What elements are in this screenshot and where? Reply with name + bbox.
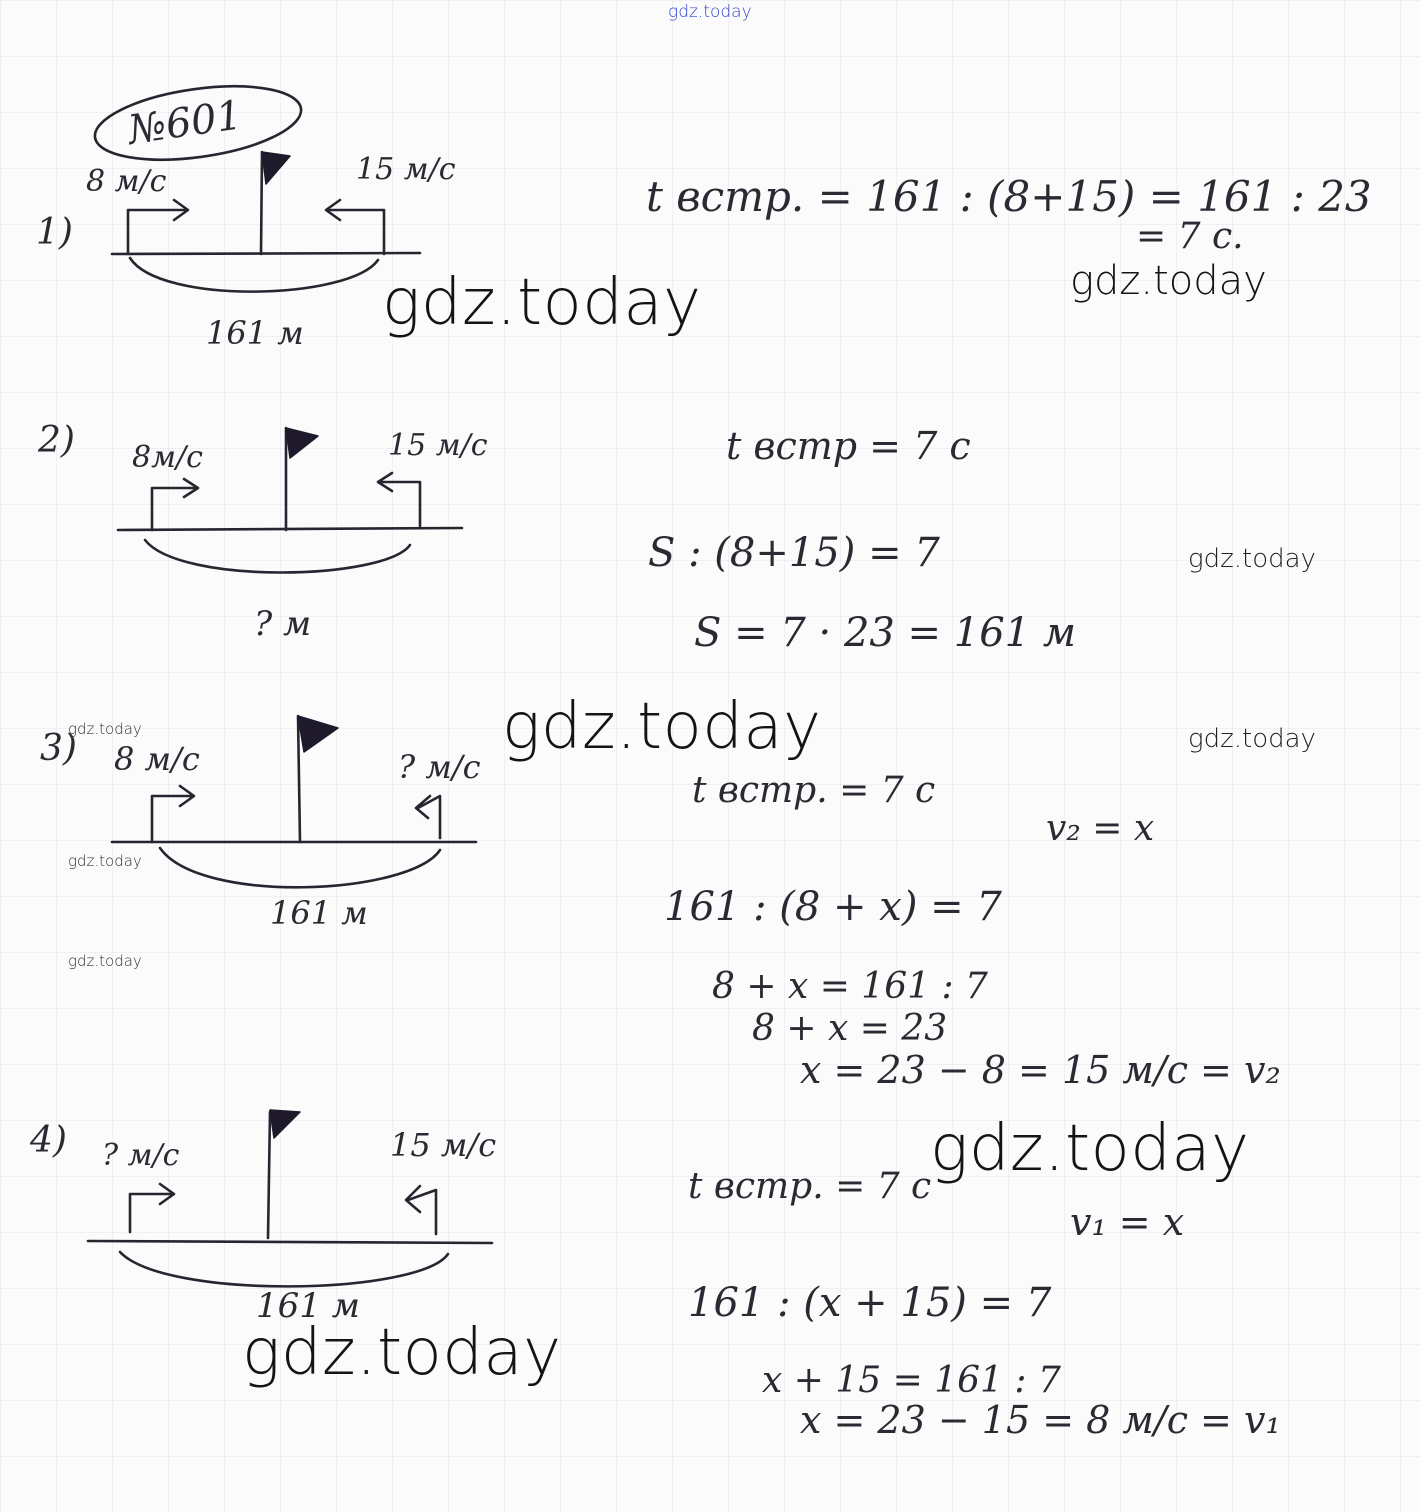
watermark: gdz.today xyxy=(68,720,142,738)
part-3-speed-right: ? м/с xyxy=(398,748,481,786)
part-4-solution-line-5: x = 23 − 15 = 8 м/с = v₁ xyxy=(800,1398,1281,1442)
watermark: gdz.today xyxy=(1188,724,1316,754)
part-4-speed-right: 15 м/с xyxy=(390,1126,497,1164)
part-3-solution-line-2: v₂ = x xyxy=(1046,808,1155,849)
part-3-solution-line-5: 8 + x = 23 xyxy=(752,1008,948,1049)
part-1-solution-line-1: t встр. = 161 : (8+15) = 161 : 23 xyxy=(646,172,1372,221)
part-1-label: 1) xyxy=(36,212,73,253)
part-3-distance: 161 м xyxy=(270,894,368,932)
watermark: gdz.today xyxy=(382,266,702,340)
problem-number: №601 xyxy=(125,92,245,154)
part-4-label: 4) xyxy=(30,1120,67,1161)
part-4-speed-left: ? м/с xyxy=(102,1138,180,1173)
part-2-solution-line-1: t встр = 7 с xyxy=(726,424,971,468)
part-4-solution-line-3: 161 : (x + 15) = 7 xyxy=(688,1280,1052,1326)
part-3-solution-line-4: 8 + x = 161 : 7 xyxy=(712,966,988,1007)
site-watermark-top[interactable]: gdz.today xyxy=(668,2,752,22)
part-3-solution-line-1: t встр. = 7 с xyxy=(692,770,936,811)
part-1-distance: 161 м xyxy=(206,314,304,352)
part-1-solution-line-2: = 7 с. xyxy=(1136,216,1244,257)
part-3-solution-line-3: 161 : (8 + x) = 7 xyxy=(664,884,1002,930)
watermark: gdz.today xyxy=(68,852,142,870)
part-4-distance: 161 м xyxy=(256,1286,360,1326)
watermark: gdz.today xyxy=(1188,544,1316,574)
part-1-speed-left: 8 м/с xyxy=(86,164,167,199)
part-2-speed-left: 8м/с xyxy=(132,440,203,475)
part-2-solution-line-3: S = 7 · 23 = 161 м xyxy=(694,610,1077,656)
watermark: gdz.today xyxy=(1070,258,1267,304)
part-4-solution-line-4: x + 15 = 161 : 7 xyxy=(762,1360,1061,1401)
part-4-solution-line-2: v₁ = x xyxy=(1070,1200,1185,1244)
watermark: gdz.today xyxy=(930,1112,1250,1186)
part-2-solution-line-2: S : (8+15) = 7 xyxy=(648,530,940,576)
watermark: gdz.today xyxy=(242,1316,562,1390)
part-3-solution-line-6: x = 23 − 8 = 15 м/с = v₂ xyxy=(800,1048,1281,1092)
watermark: gdz.today xyxy=(502,690,822,764)
part-4-solution-line-1: t встр. = 7 с xyxy=(688,1166,932,1207)
part-2-distance: ? м xyxy=(254,604,312,644)
part-1-speed-right: 15 м/с xyxy=(356,152,456,187)
part-2-speed-right: 15 м/с xyxy=(388,428,488,463)
part-2-label: 2) xyxy=(38,420,75,461)
watermark: gdz.today xyxy=(68,952,142,970)
part-3-label: 3) xyxy=(40,728,77,769)
part-3-speed-left: 8 м/с xyxy=(114,740,200,778)
